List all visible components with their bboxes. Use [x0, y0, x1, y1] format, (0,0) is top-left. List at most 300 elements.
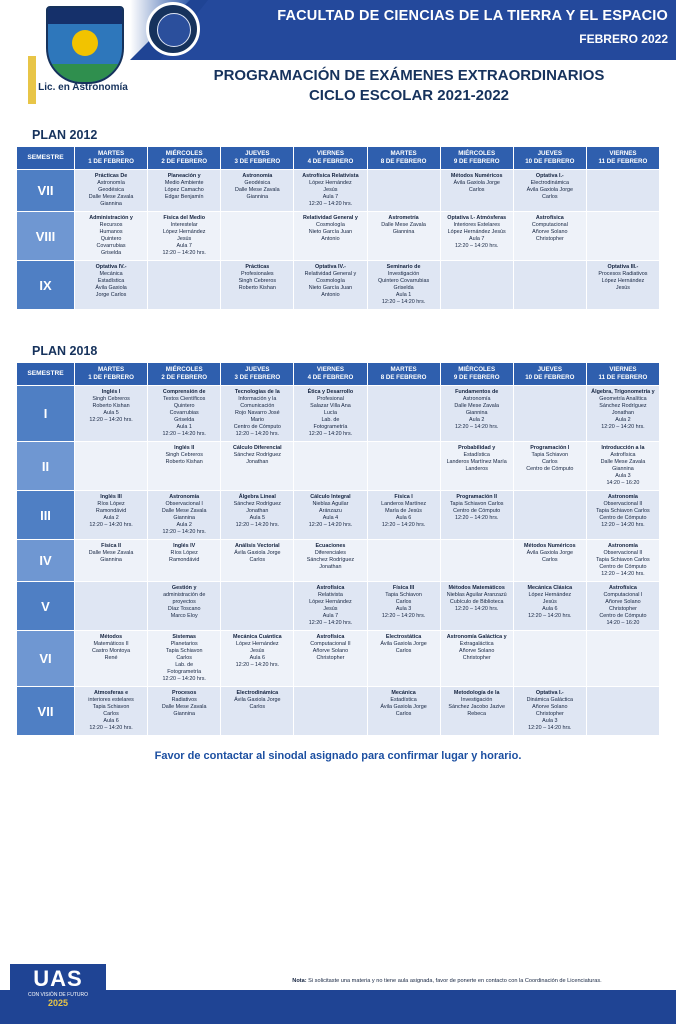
- header-day: JUEVES: [245, 366, 270, 373]
- cell-detail: Medio Ambiente: [164, 180, 204, 186]
- cell-subject: Física del Medio: [163, 215, 205, 221]
- cell-detail: 12:20 – 14:20 hrs.: [308, 620, 353, 626]
- cell-subject: Astronomía Galáctica y: [446, 634, 507, 640]
- exam-cell: [440, 491, 513, 540]
- header-day: MIÉRCOLES: [165, 366, 203, 373]
- exam-cell: [294, 386, 367, 442]
- cell-subject: Astrofísica: [609, 585, 637, 591]
- cell-detail: Observacional II: [603, 550, 643, 556]
- cell-detail: Jonathan: [611, 410, 635, 416]
- exam-cell: [148, 582, 221, 631]
- cell-detail: Giannina: [246, 194, 269, 200]
- cell-detail: Añorve Solano: [532, 704, 568, 710]
- exam-cell: [586, 386, 659, 442]
- cell-detail: Tapia Schiavon: [165, 648, 203, 654]
- cell-subject: Prácticas: [245, 264, 270, 270]
- table-header-row: [17, 147, 660, 170]
- exam-cell: [586, 212, 659, 261]
- cell-detail: Tapia Schiavon Carlos: [449, 501, 504, 507]
- cell-detail: Investigación: [387, 271, 420, 277]
- semester-cell: IV: [17, 540, 75, 582]
- header-date: FEBRERO 2022: [579, 32, 668, 46]
- cell-detail: 12:20 – 14:20 hrs.: [381, 613, 426, 619]
- cell-detail: Sánchez Rodríguez: [599, 403, 647, 409]
- table-row: [17, 386, 660, 442]
- cell-detail: Tapia Schiavon: [92, 704, 130, 710]
- exam-cell: [148, 491, 221, 540]
- semester-cell: III: [17, 491, 75, 540]
- cell-subject: Métodos Numéricos: [450, 173, 503, 179]
- uas-logo-text: UAS: [33, 966, 83, 991]
- cell-detail: Dalle Mese Zavala: [161, 508, 207, 514]
- cell-detail: Giannina: [392, 229, 415, 235]
- cell-detail: María de Jesús: [385, 508, 422, 514]
- cell-detail: Sánchez Rodríguez: [306, 557, 355, 563]
- exam-cell: [294, 212, 367, 261]
- exam-cell: [75, 687, 148, 736]
- cell-detail: Centro de Cómputo: [526, 466, 574, 472]
- exam-cell: [440, 631, 513, 687]
- cell-detail: Mecánica: [99, 271, 123, 277]
- cell-subject: Administración y: [89, 215, 133, 221]
- table-row: [17, 442, 660, 491]
- cell-detail: 12:20 – 14:20 hrs.: [454, 606, 499, 612]
- cell-detail: Ramondávid: [95, 508, 127, 514]
- crest-sun-icon: [72, 30, 98, 56]
- cell-detail: Jesús: [542, 599, 557, 605]
- cell-subject: Astrofísica: [316, 585, 345, 591]
- plan-2018-label: PLAN 2018: [32, 344, 98, 358]
- header-day: MIÉRCOLES: [165, 150, 203, 157]
- table-row: [17, 491, 660, 540]
- exam-cell: [221, 631, 294, 687]
- exam-cell: [294, 687, 367, 736]
- cell-detail: Tapia Schiavon Carlos: [596, 557, 650, 563]
- cell-detail: 12:20 – 14:20 hrs.: [89, 725, 133, 731]
- cell-detail: Sánchez Rodríguez: [233, 452, 281, 458]
- exam-cell: [513, 540, 586, 582]
- cell-detail: Carlos: [103, 711, 119, 717]
- cell-detail: Textos Científicos: [163, 396, 206, 402]
- exam-cell: [148, 442, 221, 491]
- exam-cell: [513, 212, 586, 261]
- cell-subject: Electrostática: [385, 634, 422, 640]
- cell-subject: Mecánica: [391, 690, 416, 696]
- footer-note-label: Nota:: [292, 978, 307, 984]
- col-header-day-6: [440, 363, 513, 386]
- col-header-day-8: [586, 363, 659, 386]
- cell-detail: Relativista: [318, 592, 343, 598]
- exam-cell: [586, 631, 659, 687]
- semester-cell: IX: [17, 261, 75, 310]
- exam-cell: [440, 442, 513, 491]
- cell-detail: López Camacho: [164, 187, 204, 193]
- semester-cell: VII: [17, 687, 75, 736]
- cell-detail: Centro de Cómputo: [233, 424, 281, 430]
- cell-subject: Optativa I.-: [535, 173, 564, 179]
- exam-cell: [440, 261, 513, 310]
- cell-detail: Quintero Covarrubias: [377, 278, 430, 284]
- cell-detail: Cosmología: [316, 278, 345, 284]
- plan-2018-section: [0, 344, 676, 736]
- cell-subject: Optativa I.-: [535, 690, 564, 696]
- table-header-row: [17, 363, 660, 386]
- exam-cell: [367, 386, 440, 442]
- cell-detail: Astronomía: [97, 180, 125, 186]
- cell-detail: Nieblas Aguilar: [312, 501, 349, 507]
- cell-detail: Interiores Estelares: [453, 222, 500, 228]
- cell-detail: Ávila Gaxiola: [95, 285, 127, 291]
- cell-detail: Astrofísica: [610, 452, 636, 458]
- cell-detail: Giannina: [173, 711, 195, 717]
- header-date: 2 DE FEBRERO: [161, 158, 208, 165]
- exam-cell: [440, 687, 513, 736]
- semester-cell: II: [17, 442, 75, 491]
- uas-logo-year: 2025: [47, 998, 69, 1008]
- exam-cell: [148, 386, 221, 442]
- cell-detail: Carlos: [249, 704, 266, 710]
- cell-detail: Carlos: [542, 459, 558, 465]
- cell-detail: Aula 3: [542, 718, 558, 724]
- exam-cell: [148, 687, 221, 736]
- header-day: VIERNES: [609, 366, 637, 373]
- cell-detail: Christopher: [462, 655, 491, 661]
- exam-cell: [294, 442, 367, 491]
- cell-detail: Radiativos: [171, 697, 197, 703]
- cell-detail: López Hernández: [162, 229, 206, 235]
- cell-detail: 12:20 – 14:20 hrs.: [454, 515, 499, 521]
- cell-subject: Astrofísica: [316, 634, 345, 640]
- cell-detail: López Hernández: [309, 180, 352, 186]
- col-header-day-7: [513, 363, 586, 386]
- exam-cell: [513, 170, 586, 212]
- cell-detail: López Hernández: [236, 641, 279, 647]
- cell-detail: Aula 3: [615, 473, 631, 479]
- cell-detail: Lab. de: [321, 417, 340, 423]
- exam-cell: [221, 540, 294, 582]
- cell-subject: Optativa IV.-: [95, 264, 127, 270]
- plan-2012-table: [16, 146, 660, 310]
- cell-detail: interiores estelares: [88, 697, 134, 703]
- cell-detail: Observacional I: [165, 501, 203, 507]
- cell-detail: Ríos López: [170, 550, 198, 556]
- exam-cell: [221, 582, 294, 631]
- cell-detail: Diferenciales: [314, 550, 347, 556]
- cell-detail: 12:20 – 14:20 hrs.: [381, 299, 426, 305]
- cell-subject: Introducción a la: [601, 445, 645, 451]
- cell-detail: Extragaláctica: [459, 641, 494, 647]
- cell-detail: López Hernández: [601, 278, 645, 284]
- cell-detail: Cosmología: [316, 222, 345, 228]
- cell-detail: Interestelar: [170, 222, 198, 228]
- col-header-day-4: [294, 147, 367, 170]
- exam-cell: [75, 582, 148, 631]
- cell-detail: Relatividad General y: [304, 271, 357, 277]
- exam-cell: [148, 261, 221, 310]
- cell-detail: Marco Eloy: [170, 613, 198, 619]
- exam-cell: [294, 540, 367, 582]
- cell-detail: proyectos: [172, 599, 196, 605]
- col-header-day-1: [75, 363, 148, 386]
- semester-cell: VII: [17, 170, 75, 212]
- exam-cell: [586, 540, 659, 582]
- cell-detail: Rojo Navarro José: [234, 410, 280, 416]
- plan-2018-table: [16, 362, 660, 736]
- cell-subject: Astrofísica: [535, 215, 564, 221]
- cell-detail: Tapia Schiavon: [385, 592, 422, 598]
- cell-subject: Atmosferas e: [93, 690, 129, 696]
- cell-detail: Humanos: [99, 229, 123, 235]
- cell-subject: Álgebra Lineal: [238, 494, 276, 500]
- cell-subject: Métodos Numéricos: [524, 543, 576, 549]
- cell-detail: Aula 1: [395, 292, 412, 298]
- cell-detail: Aula 2: [103, 515, 119, 521]
- cell-detail: Procesos Radiativos: [598, 271, 648, 277]
- exam-cell: [221, 687, 294, 736]
- table-row: [17, 540, 660, 582]
- cell-subject: Física III: [392, 585, 415, 591]
- col-header-day-5: [367, 147, 440, 170]
- exam-cell: [367, 540, 440, 582]
- header-date: 8 DE FEBRERO: [380, 374, 427, 381]
- exam-cell: [221, 261, 294, 310]
- cell-detail: Jesús: [323, 187, 338, 193]
- cell-detail: Geodésica: [98, 187, 124, 193]
- cell-detail: Díaz Toscano: [167, 606, 201, 612]
- cell-detail: Jesús: [177, 236, 192, 242]
- cell-detail: Quintero: [100, 236, 122, 242]
- cell-detail: Lab. de: [175, 662, 194, 668]
- header-day: MARTES: [98, 150, 125, 157]
- uas-logo-tagline: CON VISIÓN DE FUTURO: [27, 992, 88, 998]
- exam-cell: [367, 212, 440, 261]
- exam-cell: [440, 540, 513, 582]
- cell-detail: René: [104, 655, 118, 661]
- table-row: [17, 212, 660, 261]
- cell-detail: Carlos: [395, 711, 412, 717]
- cell-detail: Jesús: [615, 285, 630, 291]
- cell-detail: Centro de Cómputo: [453, 508, 501, 514]
- exam-cell: [75, 261, 148, 310]
- cell-subject: Electrodinámica: [236, 690, 279, 696]
- header-day: JUEVES: [537, 150, 563, 157]
- exam-cell: [513, 442, 586, 491]
- cell-detail: Comunicación: [240, 403, 275, 409]
- cell-detail: Sánchez Rodríguez: [233, 501, 281, 507]
- cell-detail: Aula 5: [103, 410, 119, 416]
- cell-detail: Salazar Villa Ana: [310, 403, 351, 409]
- col-header-day-8: [586, 147, 659, 170]
- cell-detail: 12:20 – 14:20 hrs.: [454, 243, 499, 249]
- exam-cell: [75, 386, 148, 442]
- crest-top-band: [48, 8, 122, 24]
- cell-subject: Mecánica Cuántica: [233, 634, 282, 640]
- exam-cell: [440, 212, 513, 261]
- col-header-semestre: [17, 147, 75, 170]
- cell-detail: Dalle Mese Zavala: [234, 187, 280, 193]
- cell-subject: Física II: [101, 543, 121, 549]
- cell-detail: 12:20 – 14:20 hrs.: [308, 522, 353, 528]
- cell-detail: administración de: [163, 592, 206, 598]
- uas-logo: [10, 964, 106, 1018]
- cell-detail: Mario: [250, 417, 265, 423]
- cell-detail: Giannina: [173, 515, 195, 521]
- exam-cell: [513, 687, 586, 736]
- col-header-day-7: [513, 147, 586, 170]
- cell-detail: Computacional: [531, 222, 568, 228]
- cell-detail: Nieblas Aguilar Aranzazú: [446, 592, 507, 598]
- cell-subject: Prácticas De: [94, 173, 128, 179]
- col-header-day-2: [148, 363, 221, 386]
- exam-cell: [75, 170, 148, 212]
- cell-detail: Christopher: [609, 606, 637, 612]
- cell-detail: Aula 7: [469, 236, 485, 242]
- plan-2012-label: PLAN 2012: [32, 128, 98, 142]
- exam-cell: [75, 442, 148, 491]
- cell-detail: Carlos: [176, 655, 192, 661]
- cell-detail: 12:20 – 14:20 hrs.: [381, 522, 426, 528]
- cell-detail: Christopher: [535, 236, 564, 242]
- exam-cell: [294, 582, 367, 631]
- cell-detail: Jorge Carlos: [95, 292, 127, 298]
- exam-cell: [440, 386, 513, 442]
- cell-subject: Programación I: [530, 445, 570, 451]
- cell-subject: Métodos: [99, 634, 123, 640]
- cell-subject: Cálculo Diferencial: [233, 445, 282, 451]
- exam-cell: [513, 386, 586, 442]
- cell-detail: Computacional I: [603, 592, 643, 598]
- cell-detail: Aula 1: [176, 424, 192, 430]
- col-header-day-1: [75, 147, 148, 170]
- cell-detail: Estadística: [463, 452, 490, 458]
- cell-detail: Ramondávid: [169, 557, 200, 563]
- cell-detail: Ávila Gaxiola Jorge: [526, 187, 574, 193]
- exam-cell: [75, 631, 148, 687]
- exam-cell: [586, 582, 659, 631]
- exam-cell: [221, 170, 294, 212]
- cell-subject: Inglés II: [174, 445, 195, 451]
- exam-cell: [586, 491, 659, 540]
- cell-subject: Ecuaciones: [315, 543, 346, 549]
- cell-detail: Aula 5: [249, 515, 265, 521]
- cell-detail: Covarrubias: [96, 243, 126, 249]
- cell-detail: Lucía: [323, 410, 338, 416]
- crest-ground: [48, 64, 122, 82]
- cell-detail: Recursos: [99, 222, 123, 228]
- university-seal-icon: [146, 2, 200, 56]
- header-day: MARTES: [98, 366, 125, 373]
- cell-detail: Planetarios: [170, 641, 198, 647]
- cell-subject: Inglés III: [100, 494, 122, 500]
- cell-detail: Sánchez Jacobo Jazive: [448, 704, 505, 710]
- cell-detail: Aula 6: [103, 718, 119, 724]
- cell-detail: Nieto García Juan: [308, 229, 353, 235]
- cell-subject: Astrometría: [388, 215, 419, 221]
- cell-detail: Estadística: [97, 278, 125, 284]
- astronomy-crest: [28, 4, 138, 100]
- cell-subject: Sistemas: [172, 634, 197, 640]
- cell-detail: Fotogrametría: [313, 424, 348, 430]
- cell-subject: Relatividad General y: [303, 215, 358, 221]
- header-day: SEMESTRE: [27, 154, 64, 161]
- cell-detail: Dalle Mese Zavala: [454, 403, 500, 409]
- footer-note-text: Si solicitaste una materia y no tiene aula asignada, favor de ponerte en contacto con la Coordinación de Licenciaturas.: [306, 978, 602, 984]
- cell-detail: Singh Cebreros: [165, 452, 203, 458]
- header-day: MARTES: [390, 366, 417, 373]
- cell-detail: 12:20 – 14:20 hrs.: [162, 431, 206, 437]
- exam-cell: [221, 442, 294, 491]
- exam-cell: [294, 631, 367, 687]
- col-header-day-2: [148, 147, 221, 170]
- cell-detail: Christopher: [316, 655, 345, 661]
- cell-subject: Física I: [394, 494, 413, 500]
- header-date: 2 DE FEBRERO: [161, 374, 208, 381]
- exam-cell: [367, 687, 440, 736]
- cell-detail: Singh Cebreros: [238, 278, 277, 284]
- cell-detail: 12:20 – 14:20 hrs.: [162, 529, 206, 535]
- exam-cell: [367, 261, 440, 310]
- exam-cell: [294, 491, 367, 540]
- exam-cell: [367, 442, 440, 491]
- cell-detail: Rebeca: [467, 711, 486, 717]
- cell-detail: 12:20 – 14:20 hrs.: [162, 250, 206, 256]
- cell-detail: Información y la: [238, 396, 277, 402]
- exam-cell: [294, 170, 367, 212]
- cell-detail: Tapia Schiavon: [531, 452, 569, 458]
- cell-subject: Probabilidad y: [458, 445, 496, 451]
- header-day: SEMESTRE: [27, 370, 64, 377]
- page-footer: [0, 960, 676, 1024]
- col-header-day-3: [221, 363, 294, 386]
- cell-detail: Aula 7: [176, 243, 192, 249]
- footer-small-note: [232, 978, 662, 984]
- header-day: MIÉRCOLES: [458, 366, 496, 373]
- cell-detail: Dalle Mese Zavala: [381, 222, 426, 228]
- cell-detail: Carlos: [249, 557, 266, 563]
- exam-cell: [513, 261, 586, 310]
- cell-detail: Christopher: [535, 711, 564, 717]
- table-row: [17, 687, 660, 736]
- exam-cell: [513, 631, 586, 687]
- header-day: JUEVES: [537, 366, 563, 373]
- cell-detail: Cubículo de Biblioteca: [449, 599, 504, 605]
- cell-detail: Ríos López: [97, 501, 125, 507]
- cell-detail: Centro de Cómputo: [599, 564, 647, 570]
- cell-detail: Carlos: [542, 557, 558, 563]
- header-date: 3 DE FEBRERO: [234, 158, 281, 165]
- col-header-day-6: [440, 147, 513, 170]
- cell-subject: Optativa I.- Atmósferas: [447, 215, 507, 221]
- table-row: [17, 582, 660, 631]
- cell-detail: Añorve Solano: [605, 599, 641, 605]
- cell-detail: Carlos: [395, 599, 412, 605]
- cell-detail: 14:20 – 16:20: [606, 480, 640, 486]
- cell-detail: 12:20 – 14:20 hrs.: [601, 522, 645, 528]
- exam-cell: [148, 212, 221, 261]
- cell-detail: Giannina: [612, 466, 634, 472]
- cell-detail: Dinámica Galáctica: [526, 697, 574, 703]
- cell-detail: López Hernández: [309, 599, 352, 605]
- cell-detail: Griselda: [393, 285, 414, 291]
- cell-detail: 12:20 – 14:20 hrs.: [235, 522, 280, 528]
- cell-subject: Gestión y: [171, 585, 197, 591]
- header-date: 1 DE FEBRERO: [88, 374, 134, 381]
- cell-detail: Aula 6: [249, 655, 265, 661]
- exam-cell: [586, 442, 659, 491]
- exam-cell: [440, 582, 513, 631]
- exam-cell: [367, 582, 440, 631]
- cell-detail: Ávila Gaxiola Jorge: [380, 641, 427, 647]
